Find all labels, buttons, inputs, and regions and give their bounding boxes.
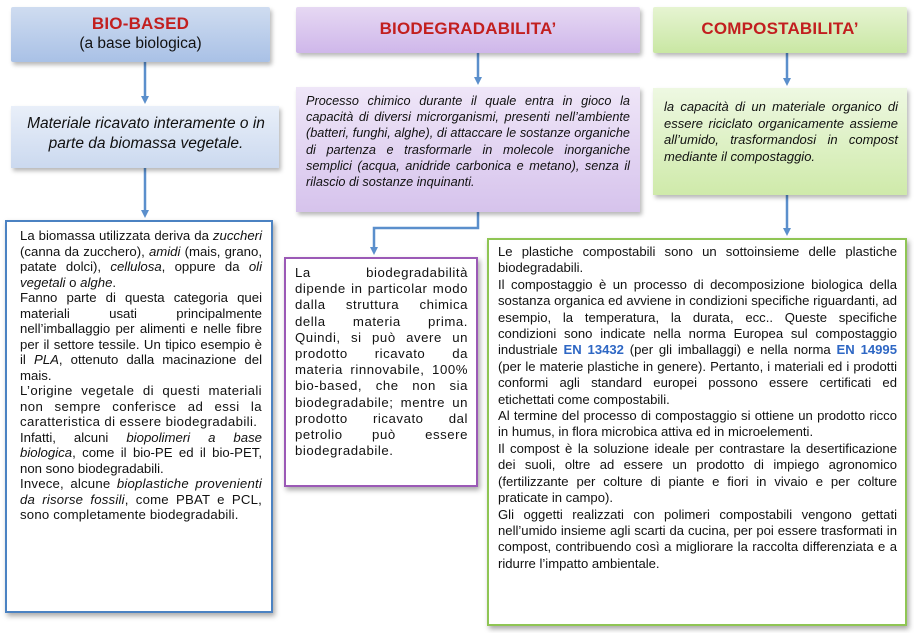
compostabilita-description: la capacità di un materiale organico di essere riciclato organicamente assieme all’umido, trasformandosi in compost mediante il compostaggio. — [653, 88, 907, 195]
italic-term: amidi — [148, 243, 181, 259]
italic-term: PLA — [33, 352, 59, 367]
text-run: (mais, grano, patate dolci), — [20, 243, 262, 274]
text-run: , come il bio-PE ed il bio-PET, non sono biodegradabili. — [20, 445, 262, 476]
bio-detail-paragraph — [20, 228, 262, 290]
compostabilita-title: COMPOSTABILITA’ — [701, 19, 859, 38]
text-run: Infatti, alcuni — [20, 429, 127, 445]
comp-detail-paragraph: Al termine del processo di compostaggio si ottiene un prodotto ricco in humus, in flora microbica attiva ed in microelementi. — [498, 408, 897, 440]
bio-based-header — [11, 7, 270, 62]
comp-text: (per le materie plastiche in genere). Pertanto, i materiali ed i prodotti conformi agli standard europei possono essere certificati ed etichettati come compostabili. — [498, 358, 897, 407]
standard-en14995: EN 14995 — [836, 342, 897, 358]
bio-detail-paragraph — [20, 430, 262, 477]
comp-detail-paragraph: Il compost è la soluzione ideale per contrastare la desertificazione dei suoli, oltre ad essere un prodotto di impiego agronomico (fertilizzante per colture di piante e fiori in vivaio e per colture praticate in campo). — [498, 440, 897, 506]
bio-based-subtitle: (a base biologica) — [79, 35, 202, 52]
biodegradabilita-detail: La biodegradabilità dipende in particolar modo dalla struttura chimica della materia prima. Quindi, si può avere un prodotto ricavato da materia rinnovabile, 100% bio-based, che non sia biodegradabile; mentre un prodotto ricavato dal petrolio può essere biodegradabile. — [284, 257, 478, 487]
text-run: o — [65, 274, 81, 290]
comp-text: (per gli imballaggi) e nella norma — [623, 342, 837, 358]
italic-term: cellulosa — [110, 259, 162, 274]
standard-en13432: EN 13432 — [563, 342, 624, 358]
bio-detail-paragraph — [20, 476, 262, 523]
italic-term: oli vegetali — [20, 259, 263, 290]
comp-detail-paragraph — [498, 277, 897, 408]
text-run: , come PBAT e PCL, sono completamente biodegradabili. — [20, 491, 263, 522]
italic-term: bioplastiche provenienti da risorse fossili — [20, 476, 262, 507]
text-run: , ottenuto dalla macinazione del mais. — [20, 352, 262, 383]
biodegradabilita-header — [296, 7, 640, 53]
text-run: (canna da zucchero), — [20, 243, 149, 259]
text-run: La biomassa utilizzata deriva da — [20, 228, 213, 243]
bio-detail-paragraph — [20, 290, 262, 383]
italic-term: biopolimeri a base biologica — [20, 429, 263, 460]
italic-term: alghe — [80, 274, 113, 290]
text-run: . — [112, 274, 117, 290]
compostabilita-detail — [487, 238, 907, 626]
italic-term: zuccheri — [212, 228, 262, 243]
comp-text: Il compostaggio è un processo di decomposizione biologica della sostanza organica ed avviene in condizioni specifiche riguardanti, ad esempio, la temperatura, la durata, ecc.. Queste specifiche condizioni sono indicate nella norma Europea sul compostaggio industriale — [498, 276, 897, 358]
bio-detail-paragraph — [20, 383, 262, 430]
biodegradabilita-description: Processo chimico durante il quale entra in gioco la capacità di diversi microrganismi, presenti nell’ambiente (batteri, funghi, alghe), di attaccare le sostanze organiche di partenza e trasformarle in molecole inorganiche semplici (acqua, anidride carbonica e metano), senza il rilascio di sostanze inquinanti. — [296, 87, 640, 212]
biodegradabilita-title: BIODEGRADABILITA’ — [379, 19, 557, 38]
text-run: Invece, alcune — [20, 476, 117, 491]
compostabilita-header — [653, 7, 907, 53]
bio-based-title: BIO-BASED — [91, 14, 190, 33]
text-run: , oppure da — [161, 259, 249, 274]
comp-detail-paragraph: Le plastiche compostabili sono un sottoinsieme delle plastiche biodegradabili. — [498, 244, 897, 276]
bio-based-description: Materiale ricavato interamente o in parte da biomassa vegetale. — [11, 106, 279, 168]
arrow-biodeg-desc-to-detail — [374, 212, 478, 251]
bio-based-detail — [5, 220, 273, 613]
text-run: Fanno parte di questa categoria quei materiali usati principalmente nell’imballaggio per alimenti e nelle fibre per il settore tessile. Un tipico esempio è il — [20, 290, 262, 367]
text-run: L’origine vegetale di questi materiali non sempre conferisce ad essi la caratteristica di essere biodegradabili. — [20, 383, 262, 429]
comp-detail-paragraph: Gli oggetti realizzati con polimeri compostabili vengono gettati nell’umido insieme agli scarti da cucina, per poi essere trasformati in compost, contribuendo così a migliorare la raccolta differenziata e a ridurre l’impatto ambientale. — [498, 506, 897, 571]
